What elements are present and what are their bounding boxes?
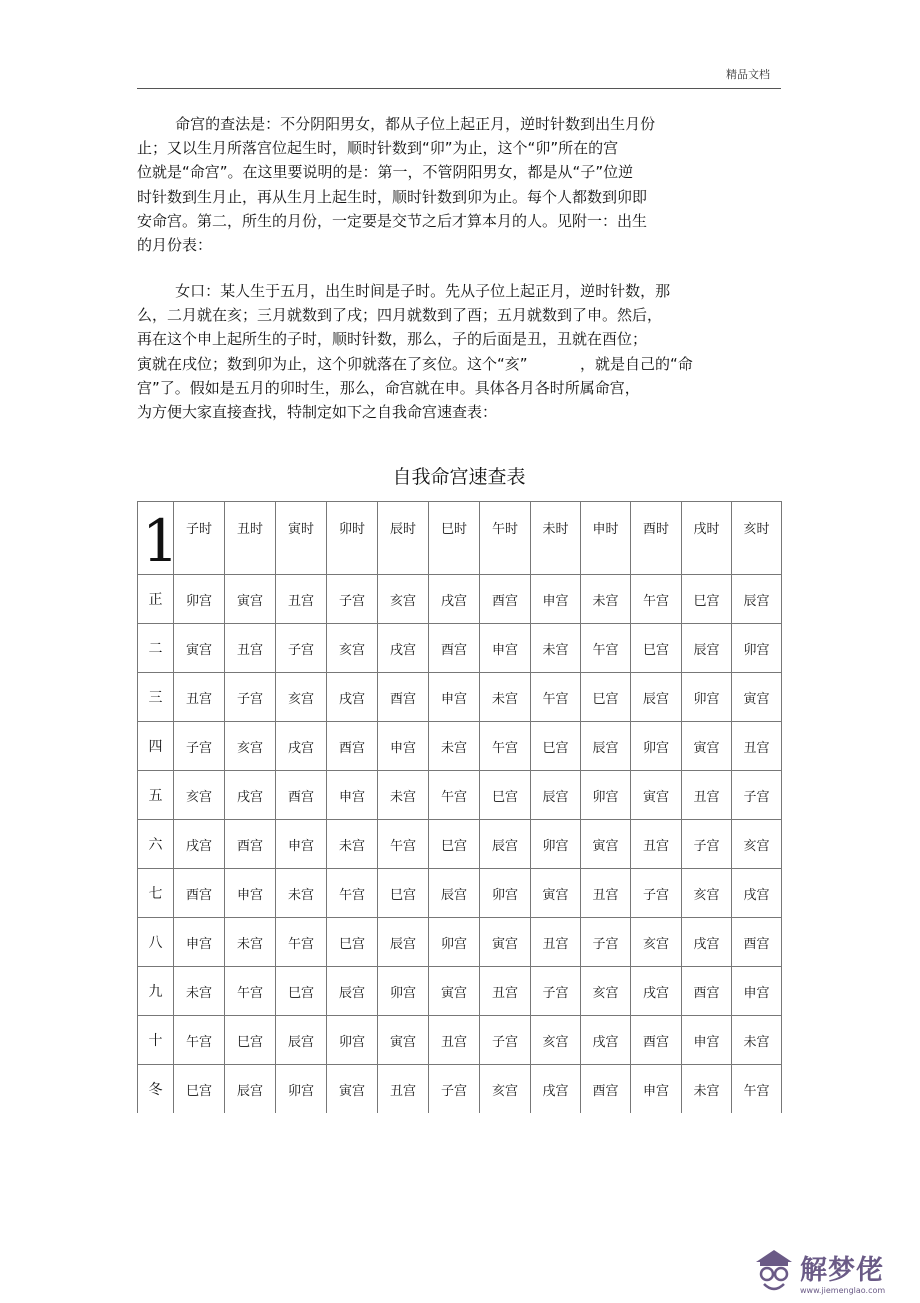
palace-cell: 子宫: [276, 624, 327, 673]
palace-cell: 戌宫: [581, 1016, 631, 1065]
table-row: [138, 673, 782, 722]
palace-cell: 巳宫: [429, 820, 480, 869]
palace-cell: 未宫: [682, 1065, 732, 1114]
palace-cell: 戌宫: [732, 869, 782, 918]
palace-cell: 子宫: [225, 673, 276, 722]
palace-lookup-table: [137, 501, 782, 1113]
palace-cell: 未宫: [581, 575, 631, 624]
palace-cell: 戌宫: [531, 1065, 581, 1114]
palace-cell: 申宫: [174, 918, 225, 967]
palace-cell: 辰宫: [378, 918, 429, 967]
table-row: [138, 869, 782, 918]
palace-cell: 子宫: [581, 918, 631, 967]
palace-cell: 辰宫: [631, 673, 682, 722]
watermark-name: 解梦佬: [800, 1255, 884, 1286]
palace-cell: 申宫: [327, 771, 378, 820]
palace-cell: 巳宫: [225, 1016, 276, 1065]
palace-cell: 午宫: [631, 575, 682, 624]
palace-cell: 巳宫: [682, 575, 732, 624]
month-label-cell: 六: [138, 820, 174, 869]
palace-cell: 寅宫: [732, 673, 782, 722]
intro-line: 的月份表：: [137, 236, 213, 255]
palace-cell: 卯宫: [581, 771, 631, 820]
palace-cell: 丑宫: [631, 820, 682, 869]
palace-cell: 戌宫: [174, 820, 225, 869]
palace-cell: 丑宫: [225, 624, 276, 673]
palace-cell: 子宫: [531, 967, 581, 1016]
palace-cell: 寅宫: [225, 575, 276, 624]
palace-cell: 未宫: [531, 624, 581, 673]
palace-cell: 寅宫: [174, 624, 225, 673]
palace-cell: 子宫: [174, 722, 225, 771]
palace-cell: 卯宫: [531, 820, 581, 869]
table-row: [138, 967, 782, 1016]
palace-cell: 寅宫: [682, 722, 732, 771]
palace-cell: 卯宫: [378, 967, 429, 1016]
palace-cell: 未宫: [480, 673, 531, 722]
palace-cell: 巳宫: [631, 624, 682, 673]
palace-cell: 寅宫: [378, 1016, 429, 1065]
palace-cell: 戌宫: [327, 673, 378, 722]
palace-cell: 亥宫: [174, 771, 225, 820]
page-header-label: 精品文档: [726, 68, 770, 81]
palace-cell: 未宫: [225, 918, 276, 967]
palace-cell: 辰宫: [276, 1016, 327, 1065]
palace-cell: 亥宫: [378, 575, 429, 624]
palace-cell: 未宫: [174, 967, 225, 1016]
palace-cell: 酉宫: [174, 869, 225, 918]
month-label-cell: 二: [138, 624, 174, 673]
example-line: 为方便大家直接查找，特制定如下之自我命宫速查表：: [137, 403, 498, 422]
palace-cell: 申宫: [682, 1016, 732, 1065]
palace-cell: 卯宫: [631, 722, 682, 771]
palace-cell: 亥宫: [631, 918, 682, 967]
palace-cell: 辰宫: [327, 967, 378, 1016]
month-label-cell: 正: [138, 575, 174, 624]
hour-header-cell: 子时: [174, 502, 225, 575]
palace-cell: 申宫: [531, 575, 581, 624]
month-label-cell: 九: [138, 967, 174, 1016]
palace-cell: 卯宫: [682, 673, 732, 722]
example-paragraph: [137, 279, 767, 424]
hour-header-cell: 巳时: [429, 502, 480, 575]
month-label-cell: 三: [138, 673, 174, 722]
intro-line: 时针数到生月止，再从生月上起生时，顺时针数到卯为止。每个人都数到卯即: [137, 187, 648, 206]
palace-cell: 酉宫: [732, 918, 782, 967]
month-label-cell: 八: [138, 918, 174, 967]
palace-cell: 巳宫: [581, 673, 631, 722]
palace-cell: 辰宫: [429, 869, 480, 918]
palace-cell: 辰宫: [581, 722, 631, 771]
palace-cell: 巳宫: [327, 918, 378, 967]
intro-line: 命宫的查法是：不分阴阳男女，都从子位上起正月，逆时针数到出生月份: [137, 115, 656, 133]
palace-cell: 卯宫: [174, 575, 225, 624]
palace-cell: 丑宫: [174, 673, 225, 722]
palace-cell: 亥宫: [531, 1016, 581, 1065]
palace-cell: 酉宫: [276, 771, 327, 820]
palace-cell: 戌宫: [631, 967, 682, 1016]
palace-cell: 酉宫: [429, 624, 480, 673]
palace-cell: 巳宫: [531, 722, 581, 771]
palace-cell: 亥宫: [276, 673, 327, 722]
example-line: 再在这个申上起所生的子时，顺时针数，那么，子的后面是丑，丑就在酉位；: [137, 330, 648, 349]
palace-cell: 午宫: [276, 918, 327, 967]
palace-cell: 丑宫: [429, 1016, 480, 1065]
example-line: 女口：某人生于五月，出生时间是子时。先从子位上起正月，逆时针数，那: [137, 282, 671, 300]
month-label-cell: 十: [138, 1016, 174, 1065]
month-label-cell: 七: [138, 869, 174, 918]
palace-cell: 寅宫: [429, 967, 480, 1016]
palace-cell: 卯宫: [327, 1016, 378, 1065]
palace-cell: 申宫: [732, 967, 782, 1016]
palace-cell: 午宫: [327, 869, 378, 918]
palace-cell: 亥宫: [682, 869, 732, 918]
corner-number: 1: [142, 507, 179, 575]
table-row: [138, 1016, 782, 1065]
palace-cell: 卯宫: [732, 624, 782, 673]
palace-cell: 子宫: [327, 575, 378, 624]
palace-cell: 申宫: [225, 869, 276, 918]
palace-cell: 申宫: [480, 624, 531, 673]
hour-header-cell: 丑时: [225, 502, 276, 575]
palace-cell: 未宫: [732, 1016, 782, 1065]
palace-cell: 子宫: [631, 869, 682, 918]
hour-header-cell: 寅时: [276, 502, 327, 575]
palace-cell: 午宫: [480, 722, 531, 771]
palace-cell: 酉宫: [581, 1065, 631, 1114]
intro-line: 安命宫。第二，所生的月份，一定要是交节之后才算本月的人。见附一：出生: [137, 211, 648, 230]
palace-cell: 未宫: [327, 820, 378, 869]
hour-header-cell: 戌时: [682, 502, 732, 575]
palace-cell: 未宫: [378, 771, 429, 820]
intro-line: 位就是“命宫”。在这里要说明的是：第一，不管阴阳男女，都是从“子”位逆: [137, 163, 634, 182]
header-rule: [137, 88, 781, 89]
palace-cell: 亥宫: [480, 1065, 531, 1114]
hour-header-cell: 卯时: [327, 502, 378, 575]
palace-cell: 酉宫: [682, 967, 732, 1016]
palace-cell: 丑宫: [480, 967, 531, 1016]
palace-cell: 丑宫: [531, 918, 581, 967]
palace-cell: 辰宫: [682, 624, 732, 673]
palace-cell: 午宫: [429, 771, 480, 820]
palace-cell: 寅宫: [631, 771, 682, 820]
table-row: [138, 771, 782, 820]
palace-cell: 午宫: [581, 624, 631, 673]
example-line: 宫”了。假如是五月的卯时生，那么，命宫就在申。具体各月各时所属命宫，: [137, 378, 640, 397]
palace-cell: 申宫: [429, 673, 480, 722]
palace-cell: 丑宫: [682, 771, 732, 820]
intro-line: 止；又以生月所落宫位起生时，顺时针数到“卯”为止，这个“卯”所在的宫: [137, 139, 619, 158]
month-label-cell: 四: [138, 722, 174, 771]
palace-cell: 亥宫: [327, 624, 378, 673]
palace-cell: 亥宫: [732, 820, 782, 869]
palace-cell: 丑宫: [732, 722, 782, 771]
table-row: [138, 918, 782, 967]
palace-cell: 申宫: [631, 1065, 682, 1114]
palace-cell: 午宫: [174, 1016, 225, 1065]
palace-cell: 丑宫: [581, 869, 631, 918]
palace-cell: 午宫: [378, 820, 429, 869]
palace-cell: 酉宫: [378, 673, 429, 722]
palace-cell: 寅宫: [327, 1065, 378, 1114]
palace-cell: 午宫: [531, 673, 581, 722]
palace-cell: 未宫: [276, 869, 327, 918]
palace-cell: 巳宫: [378, 869, 429, 918]
hour-header-cell: 辰时: [378, 502, 429, 575]
palace-cell: 午宫: [732, 1065, 782, 1114]
palace-cell: 申宫: [378, 722, 429, 771]
table-title: 自我命宫速查表: [392, 466, 526, 488]
palace-cell: 酉宫: [327, 722, 378, 771]
palace-cell: 丑宫: [276, 575, 327, 624]
table-row: [138, 820, 782, 869]
palace-cell: 子宫: [480, 1016, 531, 1065]
table-row: [138, 722, 782, 771]
palace-cell: 子宫: [429, 1065, 480, 1114]
table-row: [138, 624, 782, 673]
palace-cell: 戌宫: [378, 624, 429, 673]
hour-header-cell: 申时: [581, 502, 631, 575]
palace-cell: 戌宫: [429, 575, 480, 624]
table-row: [138, 1065, 782, 1114]
palace-cell: 寅宫: [581, 820, 631, 869]
hour-header-cell: 未时: [531, 502, 581, 575]
palace-cell: 辰宫: [225, 1065, 276, 1114]
palace-cell: 巳宫: [174, 1065, 225, 1114]
hour-header-cell: 午时: [480, 502, 531, 575]
intro-paragraph: [137, 112, 767, 257]
palace-cell: 酉宫: [631, 1016, 682, 1065]
palace-cell: 申宫: [276, 820, 327, 869]
table-corner-cell: [138, 502, 179, 575]
hour-header-cell: 酉时: [631, 502, 682, 575]
palace-cell: 戌宫: [225, 771, 276, 820]
table-row: [138, 575, 782, 624]
palace-cell: 子宫: [682, 820, 732, 869]
palace-cell: 卯宫: [276, 1065, 327, 1114]
palace-cell: 丑宫: [378, 1065, 429, 1114]
palace-cell: 辰宫: [480, 820, 531, 869]
month-label-cell: 冬: [138, 1065, 174, 1114]
palace-cell: 卯宫: [480, 869, 531, 918]
palace-cell: 寅宫: [531, 869, 581, 918]
palace-cell: 午宫: [225, 967, 276, 1016]
month-label-cell: 五: [138, 771, 174, 820]
watermark-url: www.jiemenglao.com: [800, 1286, 886, 1295]
hour-header-cell: 亥时: [732, 502, 782, 575]
palace-cell: 亥宫: [225, 722, 276, 771]
palace-cell: 辰宫: [531, 771, 581, 820]
palace-cell: 酉宫: [480, 575, 531, 624]
palace-cell: 巳宫: [276, 967, 327, 1016]
example-line: 寅就在戌位；数到卯为止，这个卯就落在了亥位。这个“亥” ，就是自己的“命: [137, 354, 693, 373]
palace-cell: 未宫: [429, 722, 480, 771]
palace-cell: 卯宫: [429, 918, 480, 967]
palace-cell: 巳宫: [480, 771, 531, 820]
palace-cell: 酉宫: [225, 820, 276, 869]
palace-cell: 亥宫: [581, 967, 631, 1016]
palace-cell: 戌宫: [682, 918, 732, 967]
example-line: 么，二月就在亥；三月就数到了戌；四月就数到了酉；五月就数到了申。然后，: [137, 306, 663, 325]
palace-cell: 戌宫: [276, 722, 327, 771]
table-header-row: [138, 502, 782, 575]
palace-cell: 辰宫: [732, 575, 782, 624]
palace-cell: 子宫: [732, 771, 782, 820]
palace-cell: 寅宫: [480, 918, 531, 967]
